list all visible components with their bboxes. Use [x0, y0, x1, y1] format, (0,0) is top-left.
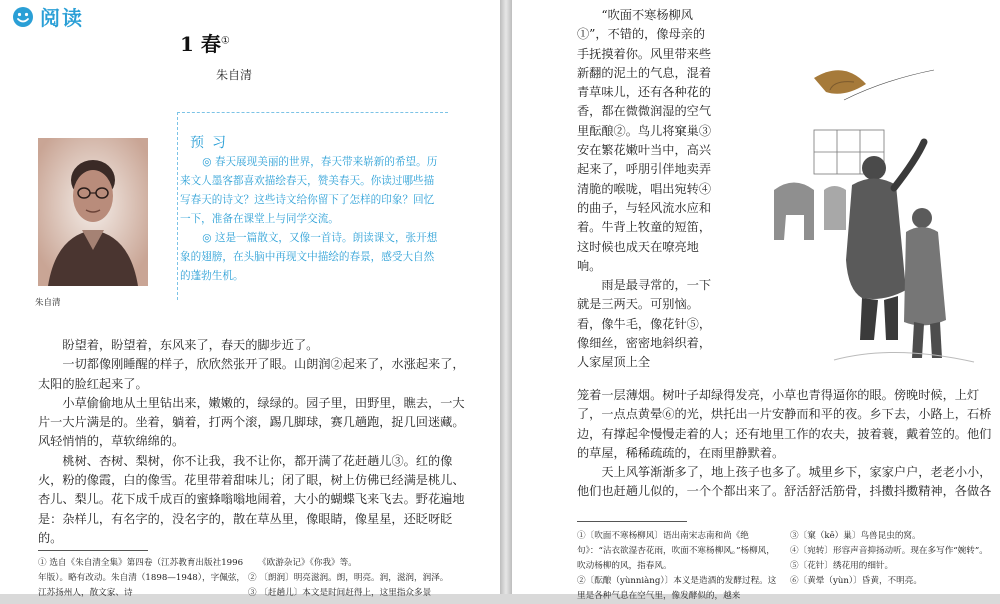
preview-item: ◎ 春天展现美丽的世界，春天带来崭新的希望。历来文人墨客都喜欢描绘春天，赞美春天。你读过哪些描写春天的诗文？这些诗文给你留下了怎样的印象？回忆一下，准备在课堂上与同学交流。	[180, 156, 438, 225]
right-narrow-text	[577, 6, 717, 373]
footnote-column-left	[577, 529, 777, 604]
right-wide-text	[577, 386, 995, 502]
left-body-text	[38, 336, 468, 548]
portrait-caption: 朱自清	[35, 298, 61, 308]
title-footnote-mark: ①	[220, 35, 230, 47]
lesson-title-text: 1 春	[180, 32, 221, 56]
preview-text	[180, 153, 442, 286]
footnote: 《欧游杂记》《你我》等。	[258, 558, 357, 568]
footnote: ② 〔朗润〕明亮滋润。朗，明亮。润，滋润，润泽。	[248, 573, 449, 583]
preview-title: 预习	[190, 135, 234, 151]
paragraph: 小草偷偷地从土里钻出来，嫩嫩的，绿绿的。园子里，田野里，瞧去，一大片一大片满是的。坐着，躺着，打两个滚，踢几脚球，赛几趟跑，捉几回迷藏。风轻悄悄的，草软绵绵的。	[38, 395, 465, 449]
left-page	[0, 0, 500, 598]
preview-item: ◎ 这是一篇散文，又像一首诗。朗读课文，张开想象的翅膀，在头脑中再现文中描绘的春景，感受大自然的蓬勃生机。	[180, 232, 438, 282]
footnote-divider	[38, 550, 148, 551]
footnote: ⑤〔花针〕绣花用的细针。	[790, 561, 894, 571]
footnote: ②〔酝酿（yùnniàng）〕本义是造酒的发酵过程。这里是各种气息在空气里，像发酵似的，越来	[577, 576, 777, 601]
footnote: ③ 〔赶趟儿〕本文是时间赶得上，这里指众多景	[248, 588, 432, 598]
right-page	[512, 0, 1000, 601]
author-portrait	[38, 138, 148, 286]
paragraph: 笼着一层薄烟。树叶子却绿得发亮，小草也青得逼你的眼。傍晚时候，上灯了，一点点黄晕⑥的光，烘托出一片安静而和平的夜。乡下去，小路上，石桥边，有撑起伞慢慢走着的人；还有地里工作的农夫，披着蓑，戴着笠的。他们的草屋，稀稀疏疏的，在雨里静默着。	[577, 388, 992, 460]
paragraph: 天上风筝渐渐多了，地上孩子也多了。城里乡下，家家户户，老老小小，他们也赶趟儿似的，一个个都出来了。舒活舒活筋骨，抖擞抖擞精神，各做各	[577, 465, 992, 499]
footnote-divider	[577, 521, 687, 522]
footnote: ①〔吹面不寒杨柳风〕语出南宋志南和尚《绝句》：“沾衣欲湿杏花雨，吹面不寒杨柳风。”杨柳风，吹动杨柳的风，指春风。	[577, 531, 775, 571]
paragraph: 一切都像刚睡醒的样子，欣欣然张开了眼。山朗润②起来了，水涨起来了，太阳的脸红起来了。	[38, 357, 465, 391]
smiley-icon	[12, 6, 34, 28]
kite-flying-illustration	[774, 40, 996, 370]
footnote-column-right	[790, 529, 995, 589]
page-gutter	[500, 0, 512, 594]
footnote: ④〔宛转〕形容声音抑扬动听。现在多写作“婉转”。	[790, 546, 988, 556]
badge-label: 阅读	[40, 6, 84, 30]
lesson-title	[180, 28, 230, 57]
paragraph: 盼望着，盼望着，东风来了，春天的脚步近了。	[62, 338, 319, 352]
author-name: 朱自清	[216, 68, 253, 82]
footnote: ① 选自《朱自清全集》第四卷（江苏教育出版社1996年版）。略有改动。朱自清（1898—1948），字佩弦，江苏扬州人，散文家、诗	[38, 558, 246, 598]
footnote: ③〔窠（kē）巢〕鸟兽昆虫的窝。	[790, 531, 921, 541]
paragraph: 雨是最寻常的，一下就是三两天。可别恼。看，像牛毛，像花针⑤，像细丝，密密地斜织着，人家屋顶上全	[577, 278, 712, 370]
footnote: ⑥〔黄晕（yùn）〕昏黄，不明亮。	[790, 576, 922, 586]
paragraph: 桃树、杏树、梨树，你不让我，我不让你，都开满了花赶趟儿③。红的像火，粉的像霞，白的像雪。花里带着甜味儿；闭了眼，树上仿佛已经满是桃儿、杏儿、梨儿。花下成千成百的蜜蜂嗡嗡地闹着，大小的蝴蝶飞来飞去。野花遍地是：杂样儿，有名字的，没名字的，散在草丛里，像眼睛，像星星，还眨呀眨的。	[38, 453, 465, 545]
paragraph: “吹面不寒杨柳风①”，不错的，像母亲的手抚摸着你。风里带来些新翻的泥土的气息，混着青草味儿，还有各种花的香，都在微微润湿的空气里酝酿②。鸟儿将窠巢③安在繁花嫩叶当中，高兴起来了，呼朋引伴地卖弄清脆的喉咙，唱出宛转④的曲子，与轻风流水应和着。牛背上牧童的短笛，这时候也成天在嘹亮地响。	[577, 8, 712, 273]
reading-badge	[12, 2, 84, 31]
